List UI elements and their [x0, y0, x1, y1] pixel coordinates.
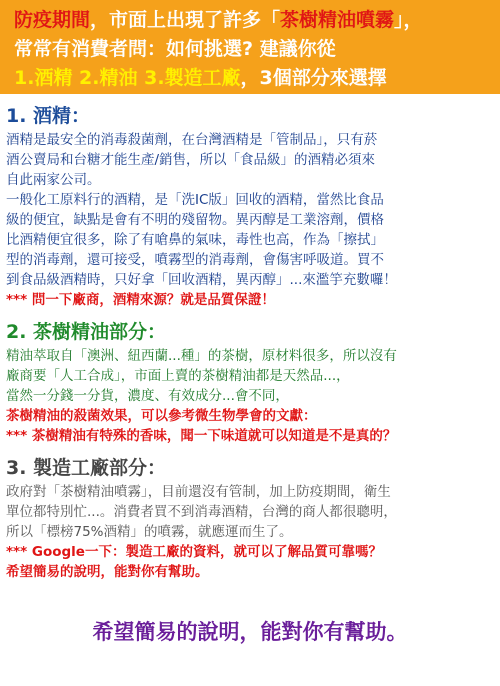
section-3-note-closing: 希望簡易的說明，能對你有幫助。: [6, 564, 209, 580]
section-3-line: 單位都特別忙...。消費者買不到消毒酒精，台灣的商人都很聰明，: [6, 504, 397, 520]
header-text-2: 」，: [394, 9, 423, 31]
section-2-note-reference: 茶樹精油的殺菌效果，可以參考微生物學會的文獻：: [6, 408, 317, 424]
header-highlight-epidemic: 防疫期間: [14, 9, 91, 31]
section-1-line: 比酒精便宜很多，除了有嗆鼻的氣味，毒性也高，作為「擦拭」: [6, 232, 384, 248]
header-highlight-criteria: 1.酒精 2.精油 3.製造工廠: [14, 67, 241, 89]
section-2-line: 廠商要「人工合成」，市面上賣的茶樹精油都是天然品...，: [6, 368, 350, 384]
header-line-1: [14, 6, 492, 35]
section-3-heading: 3. 製造工廠部分：: [6, 457, 167, 479]
section-2-note-smell: *** 茶樹精油有特殊的香味，聞一下味道就可以知道是不是真的？: [6, 428, 397, 444]
header-text-1: ，市面上出現了許多「: [90, 9, 281, 31]
header-banner: [0, 0, 500, 94]
header-line-3: [14, 64, 492, 93]
section-1-line: 自此兩家公司。: [6, 172, 101, 188]
section-1-line: 型的消毒劑，還可接受，噴霧型的消毒劑，會傷害呼吸道。買不: [6, 252, 384, 268]
article-body: [0, 104, 500, 646]
header-text-3: ，3個部分來選擇: [240, 67, 387, 89]
section-1-line: 到食品級酒精時，只好拿「回收酒精，異丙醇」...來濫竽充數囉！: [6, 272, 397, 288]
section-1-paragraph: [6, 130, 494, 290]
section-1-line: 酒公賣局和台糖才能生產/銷售，所以「食品級」的酒精必須來: [6, 152, 376, 168]
footer-message: 希望簡易的說明，能對你有幫助。: [92, 620, 408, 644]
section-2-heading: 2. 茶樹精油部分：: [6, 321, 167, 343]
section-1-line: 級的便宜，缺點是會有不明的殘留物。異丙醇是工業溶劑，價格: [6, 212, 384, 228]
section-1-heading: 1. 酒精：: [6, 105, 91, 127]
section-3-note-google: *** Google一下：製造工廠的資料，就可以了解品質可靠嗎？: [6, 544, 382, 560]
header-line-2: 常常有消費者問：如何挑選? 建議你從: [14, 38, 336, 60]
section-2-line: 精油萃取自「澳洲、紐西蘭...種」的茶樹，原材料很多，所以沒有: [6, 348, 397, 364]
section-1-note: *** 問一下廠商，酒精來源？就是品質保證！: [6, 292, 275, 308]
section-3-line: 政府對「茶樹精油噴霧」，目前還沒有管制，加上防疫期間，衛生: [6, 484, 391, 500]
section-3-paragraph: [6, 482, 494, 542]
section-2-line: 當然一分錢一分貨，濃度、有效成分...會不同，: [6, 388, 289, 404]
section-1-line: 酒精是最安全的消毒殺菌劑，在台灣酒精是「管制品」，只有菸: [6, 132, 378, 148]
section-2-paragraph: [6, 346, 494, 406]
section-3-line: 所以「標榜75%酒精」的噴霧，就應運而生了。: [6, 524, 293, 540]
header-highlight-product: 茶樹精油噴霧: [280, 9, 395, 31]
section-1-line: 一般化工原料行的酒精，是「洗IC版」回收的酒精，當然比食品: [6, 192, 384, 208]
